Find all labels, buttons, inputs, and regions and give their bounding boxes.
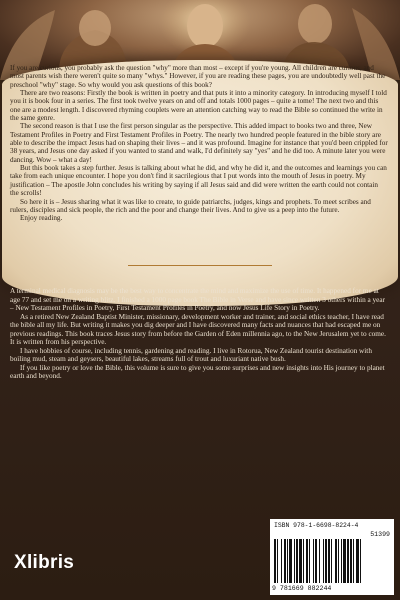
author-blurb — [10, 275, 388, 381]
barcode-bar — [347, 539, 349, 583]
excerpt-paragraph: Enjoy reading. — [20, 214, 63, 223]
isbn-text: ISBN 978-1-6698-8224-4 — [274, 522, 359, 529]
isbn-barcode — [270, 519, 394, 595]
barcode-bar — [303, 539, 304, 583]
excerpt-paragraph: There are two reasons: Firstly the book is written in poetry and that puts it into a minority category. In introducing myself I told you it is book four in a series. The first took twelve years on and off and totals 1000 pages – quite a tome! The next two and this one are a modest length. I discovered rhyming couplets were an attention catching way to read the Bible so continued the write in the same genre. — [10, 89, 387, 123]
barcode-bar — [287, 539, 288, 583]
barcode-bar — [296, 539, 298, 583]
barcode-bar — [323, 539, 324, 583]
barcode-bar — [335, 539, 337, 583]
barcode-bar — [328, 539, 330, 583]
barcode-bar — [284, 539, 286, 583]
barcode-bar — [331, 539, 332, 583]
excerpt-paragraph: If you are curious, you probably ask the question "why" more than most – except if you're young. All children are curious, and most parents wish there weren't quite so many "whys." However, if you are reading these pages, you are undoubtedly well past the preschool "why" stage. So why would you ask questions of this book? — [10, 64, 386, 89]
barcode-bars — [274, 539, 390, 583]
barcode-bar — [343, 539, 346, 583]
barcode-bar — [289, 539, 292, 583]
publisher-logo: Xlibris — [14, 552, 75, 573]
barcode-bar — [356, 539, 359, 583]
barcode-bar — [277, 539, 278, 583]
barcode-bar — [313, 539, 314, 583]
barcode-bar — [341, 539, 342, 583]
section-divider — [128, 265, 272, 266]
barcode-bar — [353, 539, 354, 583]
barcode-bar — [294, 539, 295, 583]
blurb-paragraph: If you like poetry or love the Bible, this volume is sure to give you some surprises and new insights into His journey to planet earth and beyond. — [10, 363, 385, 381]
excerpt-paragraph: The second reason is that I use the first person singular as the perspective. This added impact to books two and three, New Testament Profiles in Poetry and First Testament Profiles in Poetry. The nearly two hundred people featured in the bible story are able to describe the impact Jesus had on shaping their lives – and it was profound. Imagine for instance that you'd been crippled for 38 years, and Jesus one day asked if you wanted to stand and walk, I'd definitely say "yes" and he did too. A minute later you were dancing. Wow – what a day! — [10, 122, 388, 164]
barcode-bar — [299, 539, 302, 583]
barcode-bar — [319, 539, 320, 583]
barcode-bar — [274, 539, 276, 583]
barcode-bar — [360, 539, 361, 583]
barcode-digits: 9 781669 882244 — [272, 585, 332, 592]
excerpt-text — [10, 64, 388, 223]
barcode-bar — [338, 539, 339, 583]
barcode-bar — [306, 539, 308, 583]
barcode-bar — [350, 539, 352, 583]
price-code: 51399 — [370, 531, 390, 538]
blurb-paragraph: I have hobbies of course, including tennis, gardening and reading. I live in Rotorua, New Zealand tourist destination with boiling mud, steam and geysers, beautiful lakes, streams full of trout and luxuriant native bush. — [10, 346, 372, 364]
barcode-bar — [315, 539, 317, 583]
barcode-bar — [281, 539, 282, 583]
blurb-paragraph: A terminal medical diagnosis may be the best way to concentrate the mind and maximize the use of time. It happened for me at age 77 and set me on a writing blitz. I finished a 1000 page book The Bible in Verse and have since written 3 others within a year – New Testament Profiles in Poetry, First Testament Profiles in Poetry, and now Jesus Life Story in Poetry. — [10, 287, 386, 313]
excerpt-paragraph: But this book takes a step further. Jesus is talking about what he did, and why he did it, and the outcomes and learnings you can take from each unique encounter. I hope you don't find it sacrilegious that I put words into the mouth of Jesus in poetry. My justification – The apostle John concludes his writing by saying if all Jesus said and did were written the earth could not contain the scrolls! — [10, 164, 387, 198]
excerpt-paragraph: So here it is – Jesus sharing what it was like to create, to guide patriarchs, judges, kings and prophets. To meet scribes and rulers, disciples and sick people, the rich and the poor and change their lives. And to give us a peep into the future. — [10, 197, 371, 214]
barcode-bar — [325, 539, 327, 583]
barcode-bar — [309, 539, 310, 583]
blurb-paragraph: As a retired New Zealand Baptist Minister, missionary, development worker and trainer, and social ethics teacher, I have read the bible all my life. But writing it makes you dig deeper and I have discovered many facts and nuances that had escaped me on previous readings. This book traces Jesus story from before the Garden of Eden millennia ago, to the New Jerusalem yet to come. It is written from his perspective. — [10, 312, 386, 347]
